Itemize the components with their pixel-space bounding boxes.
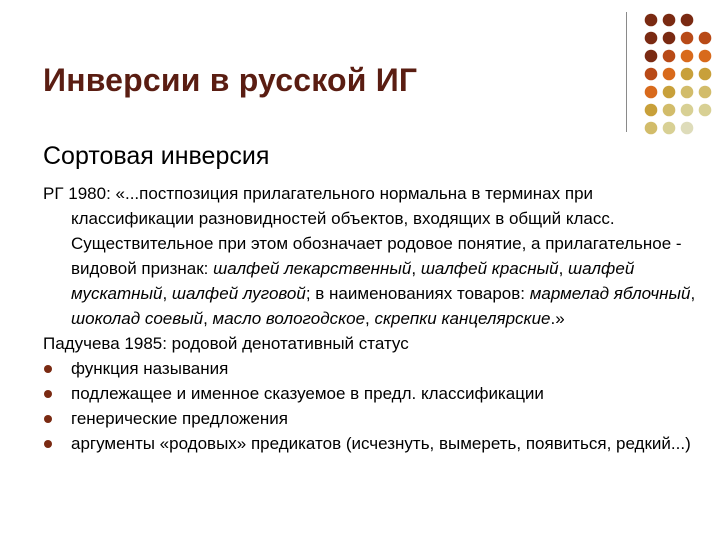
decorative-dot [699, 86, 712, 99]
decorative-dot [645, 14, 658, 27]
decorative-dot [645, 86, 658, 99]
decorative-dot [681, 86, 694, 99]
decorative-dot [663, 122, 676, 135]
decorative-dot [699, 32, 712, 45]
bullet-text: подлежащее и именное сказуемое в предл. классификации [71, 384, 544, 403]
example-term: шалфей мускатный [71, 259, 635, 303]
title-divider [626, 12, 627, 132]
decorative-dot [681, 68, 694, 81]
bullet-icon [44, 390, 52, 398]
text-segment: РГ 1980: «...постпозиция прилагательного нормальна в терминах при классификации разновидностей объектов, входящих в общий класс. Существительное при этом обозначает родовое понятие, а прилагательное - видовой признак: [43, 184, 682, 278]
text-segment: , [203, 309, 213, 328]
text-segment: , [690, 284, 696, 303]
bullet-text: аргументы «родовых» предикатов (исчезнуть, вымереть, появиться, редкий...) [71, 434, 691, 453]
decorative-dot [681, 32, 694, 45]
bullet-text: генерические предложения [71, 409, 288, 428]
decorative-dot [681, 50, 694, 63]
example-term: шалфей красный [420, 259, 559, 278]
example-term: шоколад соевый [71, 309, 204, 328]
bullet-icon [44, 365, 52, 373]
decorative-dot [663, 50, 676, 63]
decorative-dot [699, 50, 712, 63]
decorative-dot [645, 104, 658, 117]
bullet-item [43, 406, 703, 431]
paragraph-paducheva: Падучева 1985: родовой денотативный статус [43, 334, 409, 353]
bullet-item [43, 381, 703, 406]
decorative-dot [663, 68, 676, 81]
example-term: шалфей луговой [171, 284, 306, 303]
decorative-dot [681, 122, 694, 135]
decorative-dot [699, 68, 712, 81]
text-segment: , [411, 259, 421, 278]
bullet-item [43, 431, 703, 456]
paragraph-rg1980 [43, 181, 703, 331]
example-term: мармелад яблочный [529, 284, 691, 303]
slide-subtitle: Сортовая инверсия [43, 142, 270, 170]
decorative-dot [663, 86, 676, 99]
slide-body [43, 181, 703, 456]
decorative-dot [681, 14, 694, 27]
example-term: масло вологодское [212, 309, 366, 328]
decorative-dot [645, 50, 658, 63]
slide-title: Инверсии в русской ИГ [43, 62, 418, 98]
bullet-text: функция называния [71, 359, 229, 378]
text-segment: , [162, 284, 172, 303]
text-segment: ; в наименованиях товаров: [305, 284, 530, 303]
example-term: шалфей лекарственный [213, 259, 412, 278]
example-term: скрепки канцелярские [374, 309, 551, 328]
decorative-dot [663, 14, 676, 27]
bullet-icon [44, 415, 52, 423]
decorative-dot [663, 104, 676, 117]
decorative-dot [645, 122, 658, 135]
text-segment: , [558, 259, 569, 278]
decorative-dot [663, 32, 676, 45]
decorative-dot [645, 32, 658, 45]
bullet-icon [44, 440, 52, 448]
decorative-dot-grid [643, 12, 713, 142]
decorative-dot [681, 104, 694, 117]
decorative-dot [645, 68, 658, 81]
text-segment: .» [550, 309, 565, 328]
decorative-dot [699, 104, 712, 117]
text-segment: , [365, 309, 375, 328]
bullet-item [43, 356, 703, 381]
